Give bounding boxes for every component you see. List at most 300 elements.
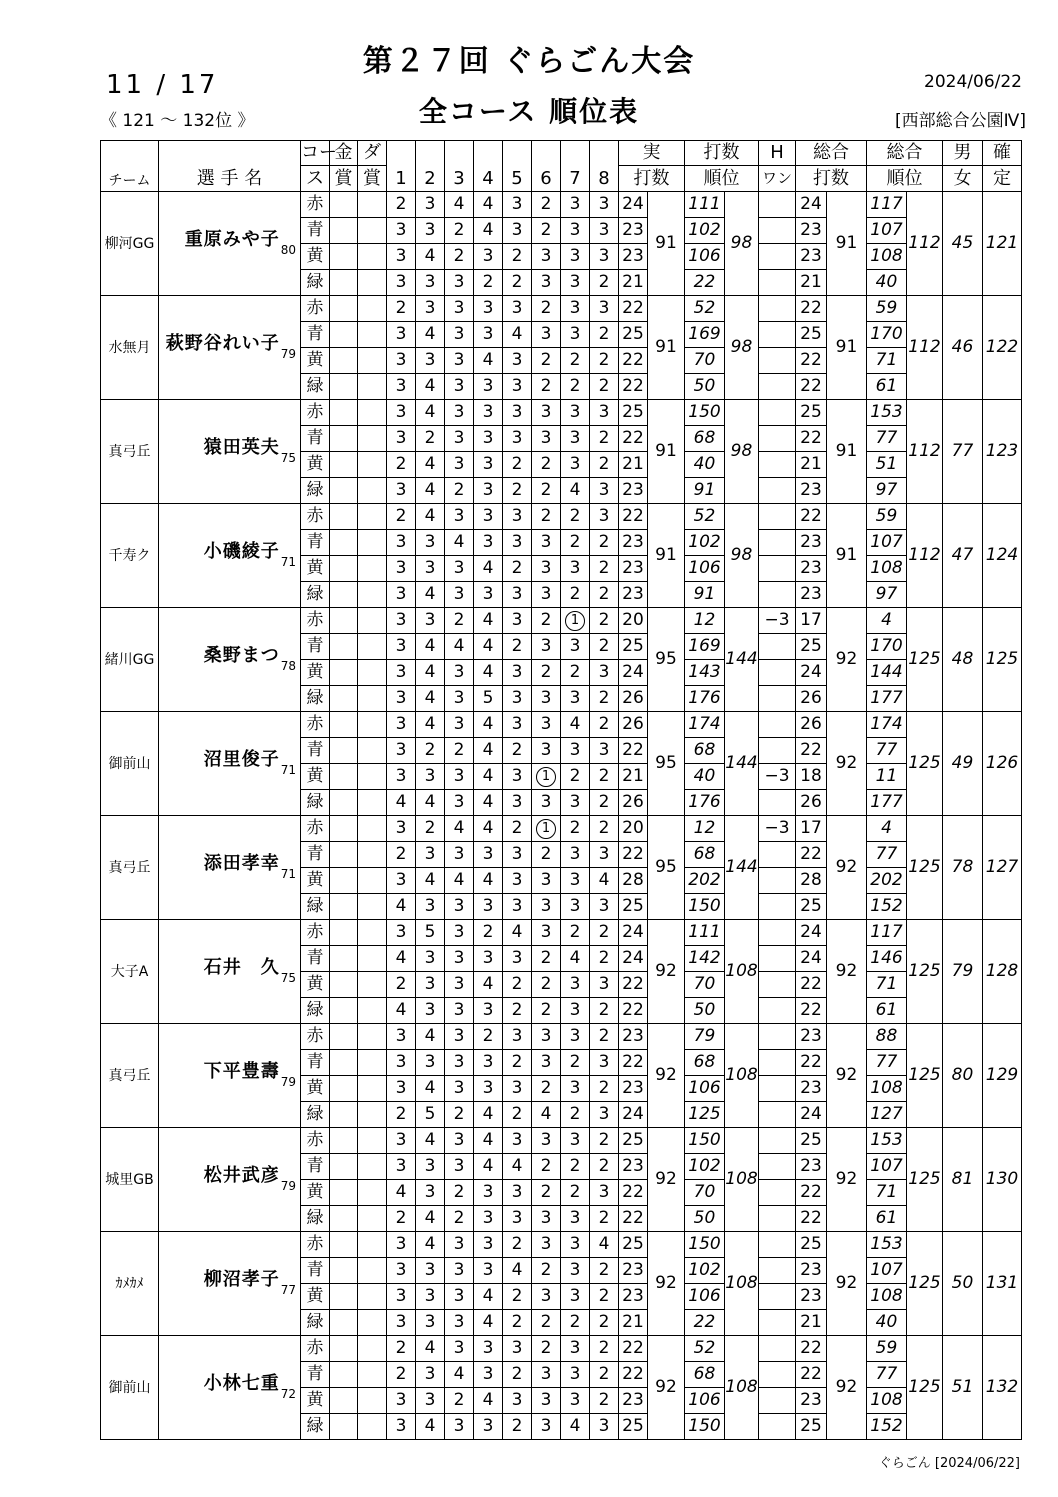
hole-score: 3 (532, 894, 561, 920)
hole-score: 3 (561, 192, 590, 218)
hole-score: 4 (416, 1024, 445, 1050)
hole-score: 3 (387, 1414, 416, 1440)
stroke-rank: 108 (725, 920, 759, 1024)
hole-score: 2 (445, 1206, 474, 1232)
hole-score: 3 (445, 1128, 474, 1154)
hole-score: 2 (561, 1102, 590, 1128)
course-name: 青 (301, 426, 330, 452)
hole-3-header: 3 (445, 141, 474, 192)
hole-score: 3 (445, 1232, 474, 1258)
hole-score: 3 (590, 1102, 619, 1128)
hole-score: 4 (474, 1102, 503, 1128)
course-name: 青 (301, 946, 330, 972)
hole-score: 3 (532, 738, 561, 764)
course-sum: 25 (619, 634, 648, 660)
course-name: 緑 (301, 374, 330, 400)
hole-in-one-bonus (759, 270, 796, 296)
hole-score: 2 (503, 1362, 532, 1388)
course-sum: 22 (619, 504, 648, 530)
hole-score: 3 (387, 530, 416, 556)
hole-score: 3 (416, 1388, 445, 1414)
hole-6-header: 6 (532, 141, 561, 192)
hole-score: 4 (474, 556, 503, 582)
hole-in-one-bonus (759, 1336, 796, 1362)
table-row (101, 608, 1022, 634)
course-sum: 23 (619, 1154, 648, 1180)
hole-score: 4 (416, 868, 445, 894)
footer-stamp: ぐらごん [2024/06/22] (878, 1456, 1020, 1471)
course-rank: 106 (685, 244, 725, 270)
hole-score: 2 (532, 218, 561, 244)
hole-score: 3 (387, 478, 416, 504)
course-overall-rank: 40 (867, 270, 907, 296)
course-name: 赤 (301, 816, 330, 842)
hole-score: 3 (387, 426, 416, 452)
da-award-cell (358, 764, 387, 790)
gold-award-cell (330, 348, 358, 374)
course-total: 26 (796, 790, 827, 816)
hole-score: 3 (445, 1050, 474, 1076)
course-sum: 21 (619, 452, 648, 478)
course-total: 21 (796, 452, 827, 478)
total-strokes: 92 (827, 1128, 867, 1232)
da-award-cell (358, 192, 387, 218)
hole-score: 3 (590, 1414, 619, 1440)
hole-score: 3 (387, 1258, 416, 1284)
hole-score: 4 (416, 1076, 445, 1102)
hole-score: 3 (474, 1232, 503, 1258)
hole-score: 3 (416, 608, 445, 634)
hole-score: 3 (445, 504, 474, 530)
hole-score: 3 (561, 1362, 590, 1388)
hole-score: 4 (532, 1102, 561, 1128)
total-strokes: 92 (827, 1024, 867, 1128)
hole-score: 3 (590, 192, 619, 218)
da-award-cell (358, 634, 387, 660)
course-rank: 70 (685, 1180, 725, 1206)
course-total: 21 (796, 270, 827, 296)
hole-score: 4 (474, 1388, 503, 1414)
hole-score: 2 (561, 1050, 590, 1076)
hole-score: 3 (416, 1154, 445, 1180)
overall-rank: 125 (907, 1128, 943, 1232)
hole-score: 3 (416, 296, 445, 322)
gold-award-cell (330, 1414, 358, 1440)
hole-score: 3 (590, 1050, 619, 1076)
course-sum: 22 (619, 1206, 648, 1232)
course-total: 22 (796, 842, 827, 868)
course-name: 赤 (301, 296, 330, 322)
hole-in-one-header-2: ワン (759, 166, 796, 192)
hole-score: 3 (561, 1336, 590, 1362)
da-award-cell (358, 374, 387, 400)
hole-score: 3 (445, 1310, 474, 1336)
hole-score: 3 (590, 296, 619, 322)
hole-score: 2 (590, 1362, 619, 1388)
hole-score: 3 (561, 1258, 590, 1284)
hole-score: 3 (532, 634, 561, 660)
course-name: 青 (301, 842, 330, 868)
course-total: 23 (796, 582, 827, 608)
course-overall-rank: 108 (867, 1076, 907, 1102)
total-strokes: 92 (827, 1336, 867, 1440)
hole-score: 3 (416, 530, 445, 556)
hole-score: 3 (416, 218, 445, 244)
hole-score: 4 (416, 582, 445, 608)
course-name: 緑 (301, 1310, 330, 1336)
hole-score: 3 (474, 530, 503, 556)
gold-award-cell (330, 452, 358, 478)
hole-score: 4 (474, 712, 503, 738)
da-award-cell (358, 712, 387, 738)
hole-score: 4 (416, 660, 445, 686)
hole-in-one-bonus (759, 1284, 796, 1310)
course-sum: 24 (619, 192, 648, 218)
hole-in-one-bonus (759, 842, 796, 868)
team-name: 緒川GG (101, 608, 159, 712)
hole-score: 3 (532, 920, 561, 946)
course-rank: 40 (685, 764, 725, 790)
hole-score: 4 (416, 686, 445, 712)
hole-score: 2 (532, 1076, 561, 1102)
course-name: 青 (301, 322, 330, 348)
stroke-rank: 108 (725, 1232, 759, 1336)
hole-score: 3 (561, 972, 590, 998)
player-cell (159, 1024, 301, 1128)
venue: [西部総合公園Ⅳ] (895, 111, 1026, 131)
final-rank: 125 (983, 608, 1022, 712)
table-row (101, 920, 1022, 946)
hole-in-one-bonus (759, 1076, 796, 1102)
hole-score: 3 (503, 504, 532, 530)
hole-score: 3 (445, 842, 474, 868)
gender-rank: 47 (943, 504, 983, 608)
hole-score: 2 (387, 452, 416, 478)
course-total: 25 (796, 400, 827, 426)
da-award-cell (358, 1128, 387, 1154)
hole-score: 3 (503, 192, 532, 218)
hole-score: 2 (532, 452, 561, 478)
course-rank: 68 (685, 842, 725, 868)
hole-score: 3 (561, 1232, 590, 1258)
hole-in-one-bonus (759, 920, 796, 946)
course-name: 黄 (301, 348, 330, 374)
final-rank: 130 (983, 1128, 1022, 1232)
course-name: 黄 (301, 1388, 330, 1414)
hole-score: 3 (532, 1362, 561, 1388)
da-award-cell (358, 894, 387, 920)
da-award-header-2: 賞 (358, 166, 387, 192)
course-overall-rank: 59 (867, 504, 907, 530)
course-name: 青 (301, 738, 330, 764)
hole-score: 3 (503, 1128, 532, 1154)
course-rank: 52 (685, 504, 725, 530)
player-age: 71 (280, 763, 296, 777)
course-overall-rank: 107 (867, 530, 907, 556)
hole-score: 4 (416, 374, 445, 400)
hole-in-one-bonus (759, 530, 796, 556)
hole-score: 4 (474, 608, 503, 634)
hole-score: 2 (503, 1102, 532, 1128)
hole-score: 3 (474, 244, 503, 270)
hole-score: 3 (532, 426, 561, 452)
hole-score: 4 (416, 504, 445, 530)
total-strokes: 92 (827, 920, 867, 1024)
course-sum: 22 (619, 1336, 648, 1362)
player-name: 石井 久 (203, 957, 280, 978)
hole-score: 2 (532, 946, 561, 972)
hole-score: 3 (561, 244, 590, 270)
gold-award-cell (330, 1310, 358, 1336)
course-sum: 23 (619, 478, 648, 504)
hole-score: 4 (503, 1154, 532, 1180)
hole-score: 3 (561, 738, 590, 764)
course-overall-rank: 4 (867, 816, 907, 842)
course-name: 黄 (301, 1284, 330, 1310)
hole-score: 2 (503, 452, 532, 478)
hole-score: 2 (387, 1206, 416, 1232)
hole-score: 2 (590, 1388, 619, 1414)
course-overall-rank: 77 (867, 738, 907, 764)
hole-score: 4 (474, 816, 503, 842)
course-rank: 68 (685, 738, 725, 764)
course-name: 緑 (301, 894, 330, 920)
hole-score: 2 (503, 738, 532, 764)
hole-in-one-header: H (759, 141, 796, 166)
player-name: 添田孝幸 (203, 853, 280, 874)
total-strokes: 91 (827, 192, 867, 296)
hole-score: 3 (416, 1258, 445, 1284)
hole-score: 4 (387, 894, 416, 920)
course-total: 25 (796, 634, 827, 660)
hole-score: 3 (503, 868, 532, 894)
hole-score: 2 (590, 1154, 619, 1180)
hole-score: 4 (474, 660, 503, 686)
da-award-cell (358, 660, 387, 686)
overall-rank: 112 (907, 400, 943, 504)
course-overall-rank: 108 (867, 556, 907, 582)
course-total: 23 (796, 1024, 827, 1050)
hole-score: 3 (590, 660, 619, 686)
player-age: 71 (280, 555, 296, 569)
course-overall-rank: 61 (867, 374, 907, 400)
course-overall-rank: 108 (867, 1388, 907, 1414)
hole-score: 4 (416, 712, 445, 738)
course-total: 23 (796, 556, 827, 582)
hole-score: 3 (532, 686, 561, 712)
hole-score: 2 (561, 1154, 590, 1180)
course-overall-rank: 202 (867, 868, 907, 894)
course-total: 23 (796, 218, 827, 244)
course-rank: 50 (685, 1206, 725, 1232)
player-age: 80 (280, 243, 296, 257)
hole-score: 3 (503, 1180, 532, 1206)
hole-score: 3 (561, 686, 590, 712)
hole-4-header: 4 (474, 141, 503, 192)
gold-award-cell (330, 1206, 358, 1232)
hole-score: 2 (387, 504, 416, 530)
hole-score: 2 (590, 582, 619, 608)
hole-score: 3 (474, 1336, 503, 1362)
hole-in-one-bonus (759, 686, 796, 712)
course-total: 22 (796, 1206, 827, 1232)
course-total: 25 (796, 894, 827, 920)
gold-award-cell (330, 530, 358, 556)
hole-in-one-bonus: −3 (759, 764, 796, 790)
course-name: 青 (301, 1362, 330, 1388)
total-strokes-header: 総合 (796, 141, 867, 166)
hole-score: 3 (474, 894, 503, 920)
hole-score: 3 (474, 1206, 503, 1232)
hole-in-one-bonus (759, 1154, 796, 1180)
course-rank: 22 (685, 1310, 725, 1336)
course-total: 24 (796, 192, 827, 218)
player-cell (159, 608, 301, 712)
da-award-cell (358, 1258, 387, 1284)
gender-rank: 81 (943, 1128, 983, 1232)
final-rank-header-2: 定 (983, 166, 1022, 192)
hole-score: 4 (474, 868, 503, 894)
total-strokes-header-2: 打数 (796, 166, 867, 192)
hole-score: 2 (590, 634, 619, 660)
hole-score: 3 (590, 972, 619, 998)
course-rank: 169 (685, 634, 725, 660)
hole-score: 3 (445, 1024, 474, 1050)
course-total: 24 (796, 660, 827, 686)
hole-score: 3 (590, 244, 619, 270)
player-cell (159, 1232, 301, 1336)
hole-score: 3 (445, 426, 474, 452)
hole-score: 5 (416, 1102, 445, 1128)
hole-in-one-bonus (759, 1050, 796, 1076)
table-row (101, 712, 1022, 738)
hole-score: 2 (445, 1102, 474, 1128)
da-award-cell (358, 790, 387, 816)
overall-rank: 112 (907, 192, 943, 296)
course-total: 22 (796, 1180, 827, 1206)
hole-score: 2 (561, 816, 590, 842)
course-rank: 202 (685, 868, 725, 894)
hole-score: 2 (590, 1284, 619, 1310)
hole-score: 2 (503, 556, 532, 582)
gender-rank: 50 (943, 1232, 983, 1336)
hole-score: 3 (387, 816, 416, 842)
course-rank: 50 (685, 998, 725, 1024)
hole-score: 5 (416, 920, 445, 946)
course-overall-rank: 107 (867, 1258, 907, 1284)
course-name: 黄 (301, 556, 330, 582)
course-rank: 68 (685, 426, 725, 452)
gender-rank: 77 (943, 400, 983, 504)
player-name: 桑野まつ (203, 645, 280, 666)
course-name: 赤 (301, 920, 330, 946)
table-row (101, 1232, 1022, 1258)
course-rank: 106 (685, 1284, 725, 1310)
course-total: 22 (796, 374, 827, 400)
page-indicator: 11 / 17 (106, 70, 219, 100)
hole-score (532, 816, 561, 842)
da-award-cell (358, 1050, 387, 1076)
course-name: 緑 (301, 478, 330, 504)
course-sum: 22 (619, 348, 648, 374)
hole-score: 2 (503, 478, 532, 504)
table-row (101, 816, 1022, 842)
course-sum: 26 (619, 686, 648, 712)
player-name: 小磯綾子 (203, 541, 280, 562)
hole-score: 2 (445, 478, 474, 504)
hole-score: 3 (416, 348, 445, 374)
hole-score: 2 (561, 1310, 590, 1336)
hole-in-one-bonus (759, 894, 796, 920)
hole-score: 3 (445, 998, 474, 1024)
hole-score: 4 (445, 868, 474, 894)
hole-in-one-bonus (759, 478, 796, 504)
hole-score: 3 (474, 1076, 503, 1102)
final-rank-header: 確 (983, 141, 1022, 166)
hole-score: 3 (474, 374, 503, 400)
hole-score: 4 (416, 244, 445, 270)
hole-score: 3 (532, 556, 561, 582)
hole-score: 2 (590, 712, 619, 738)
course-rank: 12 (685, 608, 725, 634)
hole-in-one-bonus (759, 504, 796, 530)
hole-score: 3 (474, 998, 503, 1024)
hole-score: 5 (474, 686, 503, 712)
player-age: 79 (280, 1075, 296, 1089)
course-total: 23 (796, 1284, 827, 1310)
course-total: 23 (796, 1154, 827, 1180)
overall-rank: 125 (907, 608, 943, 712)
final-rank: 127 (983, 816, 1022, 920)
course-name: 緑 (301, 1206, 330, 1232)
gold-award-cell (330, 634, 358, 660)
hole-score: 3 (445, 556, 474, 582)
course-sum: 24 (619, 920, 648, 946)
da-award-cell (358, 530, 387, 556)
hole-score: 3 (474, 322, 503, 348)
hole-score: 3 (532, 1284, 561, 1310)
hole-in-one-bonus (759, 660, 796, 686)
course-rank: 150 (685, 894, 725, 920)
hole-in-one-bonus (759, 374, 796, 400)
hole-in-one-bonus (759, 348, 796, 374)
hole-score: 2 (474, 1024, 503, 1050)
player-cell (159, 920, 301, 1024)
player-name: 柳沼孝子 (203, 1269, 280, 1290)
final-rank: 122 (983, 296, 1022, 400)
overall-rank: 125 (907, 816, 943, 920)
team-name: 御前山 (101, 1336, 159, 1440)
hole-score: 2 (503, 1050, 532, 1076)
hole-score: 4 (590, 868, 619, 894)
da-award-cell (358, 920, 387, 946)
course-name: 黄 (301, 244, 330, 270)
course-overall-rank: 4 (867, 608, 907, 634)
hole-score: 2 (590, 426, 619, 452)
stroke-rank: 108 (725, 1336, 759, 1440)
player-name: 萩野谷れい子 (165, 333, 280, 354)
hole-score: 2 (387, 842, 416, 868)
gold-award-cell (330, 192, 358, 218)
hole-score: 3 (445, 1154, 474, 1180)
actual-strokes: 91 (648, 192, 685, 296)
hole-score: 3 (474, 842, 503, 868)
hole-score: 3 (503, 426, 532, 452)
course-sum: 22 (619, 1050, 648, 1076)
ranking-body (101, 192, 1022, 1440)
hole-score: 3 (561, 1206, 590, 1232)
course-total: 23 (796, 530, 827, 556)
